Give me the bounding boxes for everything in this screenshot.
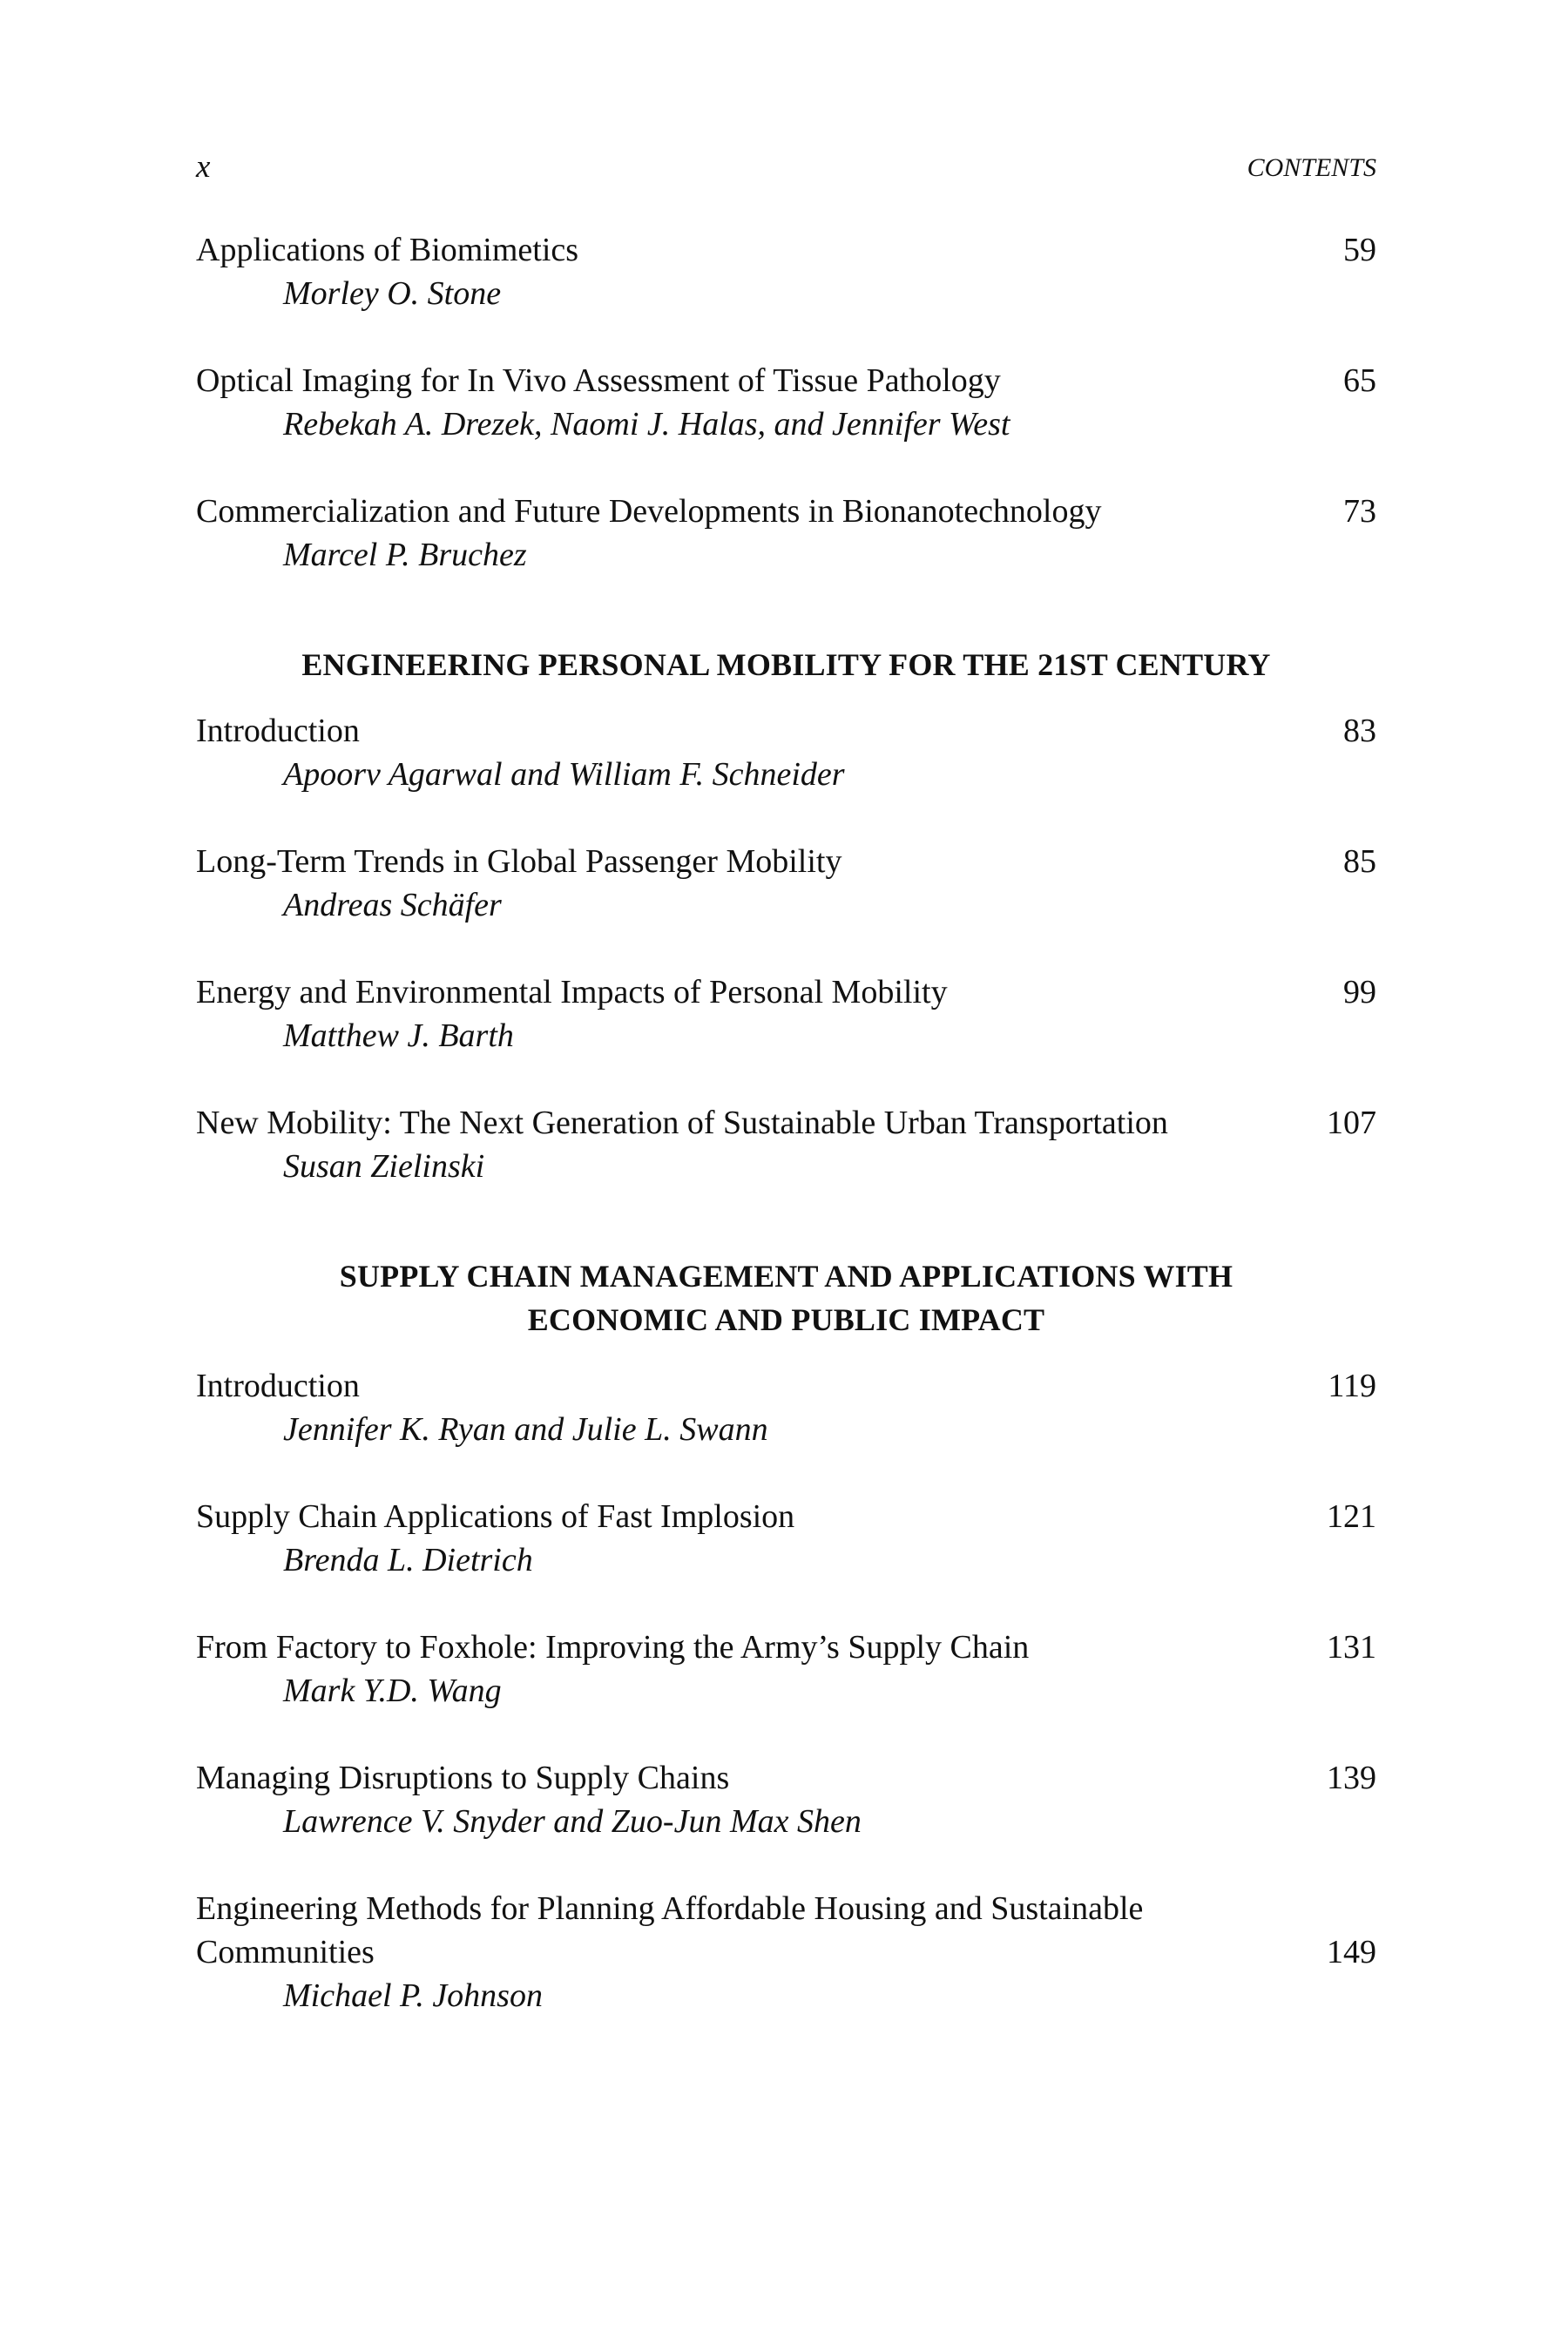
toc-entry — [196, 228, 1376, 315]
entry-page-number: 59 — [1343, 232, 1376, 268]
toc-entry — [196, 1756, 1376, 1843]
entry-authors: Morley O. Stone — [283, 275, 502, 312]
entry-page-number: 121 — [1327, 1498, 1376, 1535]
entry-title: Introduction — [196, 713, 360, 749]
entry-page-number: 83 — [1343, 713, 1376, 749]
entry-page-number: 107 — [1327, 1105, 1376, 1141]
toc-entry — [196, 709, 1376, 796]
entry-page-number: 73 — [1343, 493, 1376, 530]
entry-title: Applications of Biomimetics — [196, 232, 579, 268]
entry-title: New Mobility: The Next Generation of Sustainable Urban Transportation — [196, 1105, 1168, 1141]
entry-page-number: 85 — [1343, 843, 1376, 880]
entry-title: Energy and Environmental Impacts of Personal Mobility — [196, 974, 948, 1010]
section-heading-line: SUPPLY CHAIN MANAGEMENT AND APPLICATIONS WITH — [339, 1259, 1233, 1294]
entry-title: Long-Term Trends in Global Passenger Mobility — [196, 843, 842, 880]
entry-page-number: 139 — [1327, 1760, 1376, 1796]
entry-authors: Jennifer K. Ryan and Julie L. Swann — [283, 1411, 768, 1448]
entry-title: Managing Disruptions to Supply Chains — [196, 1760, 730, 1796]
entry-authors: Lawrence V. Snyder and Zuo-Jun Max Shen — [283, 1803, 862, 1840]
section-heading-line: ECONOMIC AND PUBLIC IMPACT — [527, 1302, 1045, 1337]
toc-entry — [196, 1495, 1376, 1582]
entry-title: Optical Imaging for In Vivo Assessment of Tissue Pathology — [196, 362, 1001, 399]
entry-page-number: 119 — [1328, 1368, 1376, 1404]
running-head: CONTENTS — [1247, 153, 1376, 182]
entry-page-number: 149 — [1327, 1934, 1376, 1970]
entry-page-number: 99 — [1343, 974, 1376, 1010]
entry-authors: Apoorv Agarwal and William F. Schneider — [283, 756, 845, 793]
toc-entry — [196, 359, 1376, 446]
entry-title: Introduction — [196, 1368, 360, 1404]
entry-title: Engineering Methods for Planning Affordable Housing and Sustainable Communities — [196, 1890, 1144, 1970]
entry-title: Supply Chain Applications of Fast Implosion — [196, 1498, 795, 1535]
entry-authors: Matthew J. Barth — [283, 1017, 514, 1054]
entry-authors: Rebekah A. Drezek, Naomi J. Halas, and Jennifer West — [283, 406, 1010, 443]
entry-page-number: 131 — [1327, 1629, 1376, 1666]
toc-entry — [196, 490, 1376, 577]
page-folio: x — [196, 149, 211, 185]
page-header — [196, 148, 1376, 192]
toc-entry — [196, 1364, 1376, 1451]
section-heading-supply-chain — [196, 1254, 1376, 1342]
entry-title: From Factory to Foxhole: Improving the Army’s Supply Chain — [196, 1629, 1030, 1666]
section-heading-mobility: ENGINEERING PERSONAL MOBILITY FOR THE 21ST CENTURY — [301, 647, 1271, 682]
toc-entry — [196, 1887, 1376, 2017]
toc-entry — [196, 1625, 1376, 1713]
entry-page-number: 65 — [1343, 362, 1376, 399]
entry-authors: Michael P. Johnson — [283, 1977, 543, 2014]
toc-entry — [196, 1101, 1376, 1188]
entry-authors: Andreas Schäfer — [283, 887, 502, 923]
entry-title: Commercialization and Future Developments in Bionanotechnology — [196, 493, 1102, 530]
entry-authors: Mark Y.D. Wang — [283, 1673, 502, 1709]
toc-page — [196, 0, 1376, 2352]
toc-entry — [196, 970, 1376, 1058]
entry-authors: Marcel P. Bruchez — [283, 537, 527, 573]
entry-authors: Susan Zielinski — [283, 1148, 485, 1185]
entry-authors: Brenda L. Dietrich — [283, 1542, 533, 1578]
toc-entry — [196, 840, 1376, 927]
